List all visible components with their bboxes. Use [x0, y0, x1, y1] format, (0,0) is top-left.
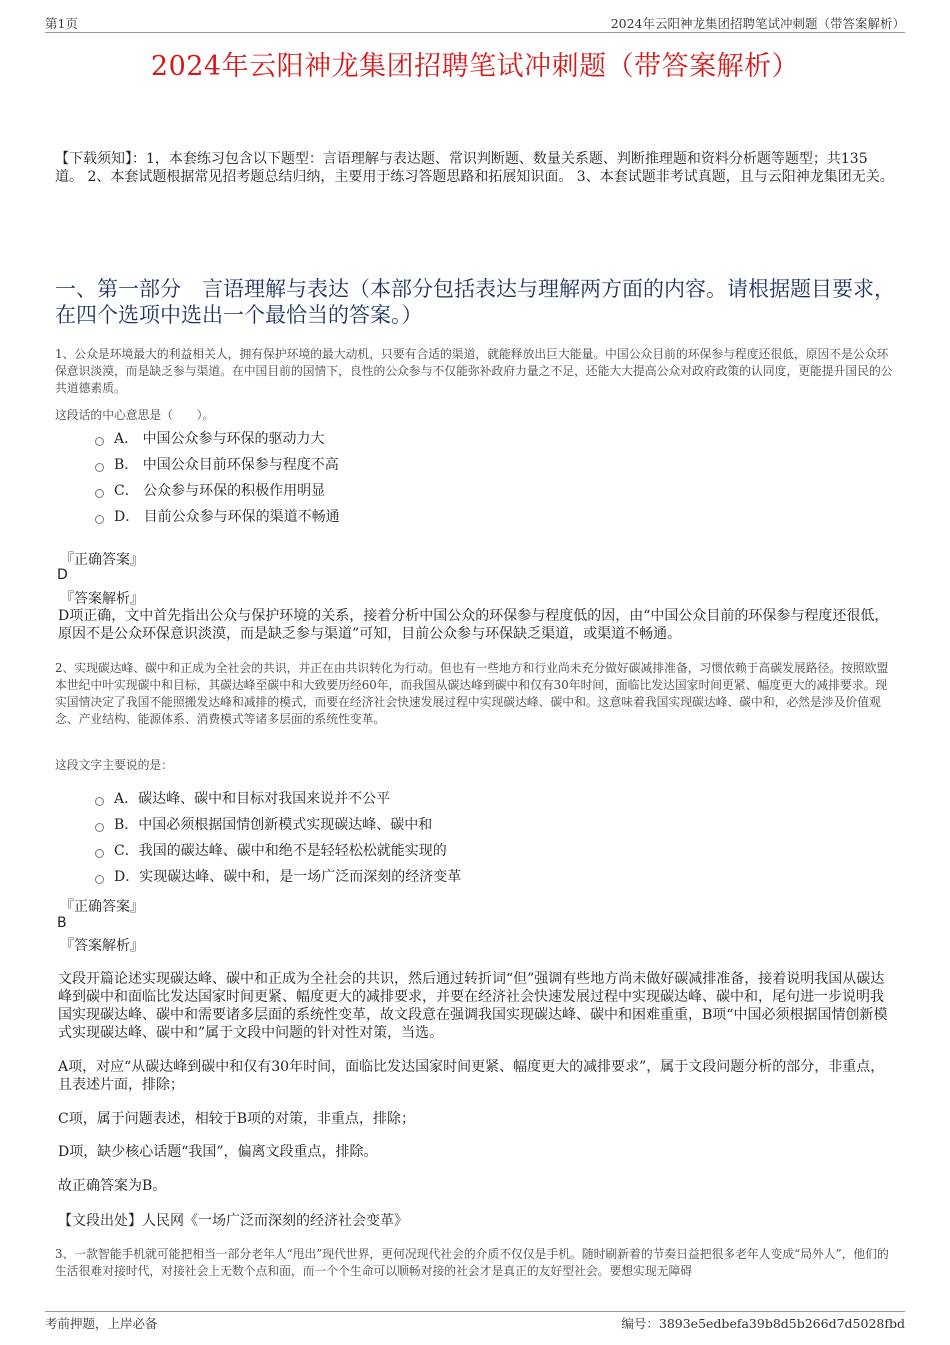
page-number: 第1页	[45, 16, 78, 31]
q1-analysis: D项正确，文中首先指出公众与保护环境的关系，接着分析中国公众的环保参与程度低的因，由“中国公众目前的环保参与程度还很低，原因不是公众环保意识淡漠，而是缺乏参与渠道”可知，目前公众参与环保缺乏渠道，或渠道不畅通。	[58, 608, 889, 642]
question-3-text: 3、一款智能手机就可能把相当一部分老年人“甩出”现代世界，更何况现代社会的介质不仅仅是手机。随时刷新着的节奏日益把很多老年人变成“局外人”，他们的生活很难对接时代，对接社会上无数个点和面，而一个个生命可以顺畅对接的社会才是真正的友好型社会。要想实现无障碍	[55, 1247, 889, 1278]
radio-icon[interactable]	[95, 797, 104, 806]
question-2-options	[95, 786, 461, 890]
radio-icon[interactable]	[95, 875, 104, 884]
q2-answer: B	[57, 915, 67, 931]
radio-icon[interactable]	[95, 823, 104, 832]
page-footer	[45, 1314, 905, 1330]
q2-answer-label: 『正确答案』	[60, 899, 144, 915]
q2-analysis-para: A项，对应“从碳达峰到碳中和仅有30年时间，面临比发达国家时间更紧、幅度更大的减排要求”，属于文段问题分析的部分，非重点，且表述片面，排除；	[58, 1059, 885, 1093]
document-title: 2024年云阳神龙集团招聘笔试冲刺题（带答案解析）	[150, 51, 800, 82]
footer-slogan: 考前押题，上岸必备	[45, 1316, 158, 1331]
option-label: D． 目前公众参与环保的渠道不畅通	[114, 509, 340, 525]
radio-icon[interactable]	[95, 515, 104, 524]
option-label: C．我国的碳达峰、碳中和绝不是轻轻松松就能实现的	[114, 843, 447, 859]
q2-analysis-para: D项，缺少核心话题“我国”，偏离文段重点，排除。	[58, 1144, 378, 1160]
option-d[interactable]	[95, 504, 340, 530]
q2-analysis-para: 文段开篇论述实现碳达峰、碳中和正成为全社会的共识，然后通过转折词“但”强调有些地方尚未做好碳减排准备，接着说明我国从碳达峰到碳中和面临比发达国家时间更紧、幅度更大的减排要求，并要在经济社会快速发展过程中实现碳达峰、碳中和，尾句进一步说明我国实现碳达峰、碳中和需要诸多层面的系统性变革，故文段意在强调我国实现碳达峰、碳中和困难重重，B项“中国必须根据国情创新模式实现碳达峰、碳中和”属于文段中问题的针对性对策，当选。	[58, 971, 888, 1041]
q2-source: 【文段出处】人民网《一场广泛而深刻的经济社会变革》	[58, 1213, 408, 1229]
option-c[interactable]	[95, 838, 461, 864]
option-label: A． 中国公众参与环保的驱动力大	[114, 431, 325, 447]
q1-analysis-label: 『答案解析』	[60, 591, 144, 607]
option-label: B．中国必须根据国情创新模式实现碳达峰、碳中和	[114, 817, 433, 833]
radio-icon[interactable]	[95, 489, 104, 498]
q2-analysis-para: 故正确答案为B。	[58, 1178, 167, 1194]
option-label: A．碳达峰、碳中和目标对我国来说并不公平	[114, 791, 391, 807]
footer-divider	[45, 1311, 905, 1312]
q1-answer-label: 『正确答案』	[60, 552, 144, 568]
option-a[interactable]	[95, 786, 461, 812]
q2-analysis-label: 『答案解析』	[60, 938, 144, 954]
option-label: D．实现碳达峰、碳中和，是一场广泛而深刻的经济变革	[114, 869, 462, 885]
section-heading: 一、第一部分 言语理解与表达（本部分包括表达与理解两方面的内容。请根据题目要求，在四个选项中选出一个最恰当的答案。）	[55, 277, 895, 327]
option-b[interactable]	[95, 452, 340, 478]
page-header	[45, 14, 905, 32]
header-doc-title: 2024年云阳神龙集团招聘笔试冲刺题（带答案解析）	[610, 16, 905, 31]
radio-icon[interactable]	[95, 463, 104, 472]
q1-answer: D	[57, 567, 68, 583]
download-notice: 【下载须知】：1，本套练习包含以下题型：言语理解与表达题、常识判断题、数量关系题、判断推理题和资料分析题等题型；共135道。 2、本套试题根据常见招考题总结归纳，主要用于练习答题思路和拓展知识面。 3、本套试题非考试真题，且与云阳神龙集团无关。	[55, 151, 894, 185]
header-divider	[45, 32, 905, 33]
footer-doc-id: 编号：3893e5edbefa39b8d5b266d7d5028fbd	[621, 1316, 905, 1331]
question-2-prompt: 这段文字主要说的是：	[55, 758, 173, 772]
question-2-text: 2、实现碳达峰、碳中和正成为全社会的共识，并正在由共识转化为行动。但也有一些地方和行业尚未充分做好碳减排准备，习惯依赖于高碳发展路径。按照欧盟本世纪中叶实现碳中和目标，其碳达峰至碳中和大致要历经60年，而我国从碳达峰到碳中和仅有30年时间，面临比发达国家时间更紧、幅度更大的减排要求。现实国情决定了我国不能照搬发达峰和减排的模式，而要在经济社会快速发展过程中实现碳达峰、碳中和。这意味着我国实现碳达峰、碳中和，必然是涉及价值观念、产业结构、能源体系、消费模式等诸多层面的系统性变革。	[55, 661, 889, 726]
question-1-text: 1、公众是环境最大的利益相关人，拥有保护环境的最大动机，只要有合适的渠道，就能释放出巨大能量。中国公众目前的环保参与程度还很低，原因不是公众环保意识淡漠，而是缺乏参与渠道。在中国目前的国情下，良性的公众参与不仅能弥补政府力量之不足，还能大大提高公众对政府政策的认同度，更能提升国民的公共道德素质。	[55, 347, 893, 395]
radio-icon[interactable]	[95, 437, 104, 446]
option-label: B． 中国公众目前环保参与程度不高	[114, 457, 339, 473]
option-c[interactable]	[95, 478, 340, 504]
q2-analysis-para: C项，属于问题表述，相较于B项的对策，非重点，排除；	[58, 1111, 415, 1127]
option-label: C． 公众参与环保的积极作用明显	[114, 483, 326, 499]
option-d[interactable]	[95, 864, 461, 890]
question-1-options	[95, 426, 340, 530]
option-b[interactable]	[95, 812, 461, 838]
question-1-prompt: 这段话的中心意思是（ ）。	[55, 408, 215, 422]
option-a[interactable]	[95, 426, 340, 452]
radio-icon[interactable]	[95, 849, 104, 858]
